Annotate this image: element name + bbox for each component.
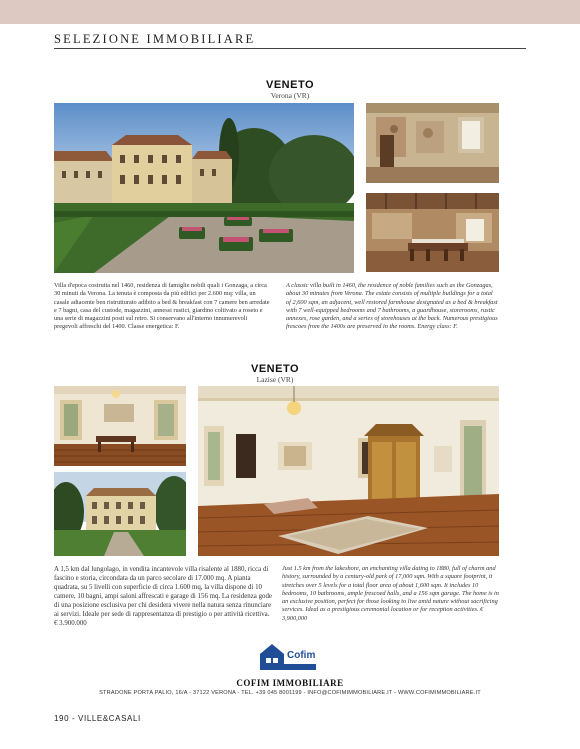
page-footer: 190 - VILLE&CASALI bbox=[54, 714, 141, 723]
listing1-region: VENETO bbox=[265, 79, 315, 91]
logo-text: Cofim bbox=[287, 650, 316, 661]
listing2-location: Lazise (VR) bbox=[256, 375, 294, 384]
agency-name: COFIM IMMOBILIARE bbox=[236, 678, 344, 688]
top-color-band bbox=[0, 0, 580, 24]
listing2-region: VENETO bbox=[250, 363, 300, 375]
cofim-logo bbox=[258, 640, 316, 672]
section-title: SELEZIONE IMMOBILIARE bbox=[54, 32, 256, 46]
listing1-location: Verona (VR) bbox=[270, 91, 310, 100]
listing1-text-italian: Villa d'epoca costruita nel 1460, residenza di famiglie nobili quali i Gonzaga, a circa 30 minuti da Verona. La tenuta è composta da più edifici per 2.600 mq: villa, un casale adiacente ben ristrutturato adibito a bed & breakfast con 7 camere ben arredate e 7 bagni, casa del custode, magazzini, annessi rustici, giardino coltivato a roseto e una serie di magazzini posti sul retro. Si conservano all'interno innumerevoli pregevoli affreschi del 1400. Classe energetica: F. bbox=[54, 282, 270, 331]
listing2-text-italian: A 1,5 km dal lungolago, in vendita incantevole villa risalente al 1880, ricca di fascino e storia, circondata da un parco secolare di 17.000 mq. A pianta quadrata, su 5 livelli con superficie di circa 1.600 mq, la villa dispone di 10 camere, 10 bagni, ampi saloni affrescati e garage di 156 mq. La residenza gode di una posizione esclusiva per chi desidera vivere nella natura senza rinunciare ai servizi. Ideale per sede di rappresentanza di prestigio o per attività ricettiva. € 3.900.000 bbox=[54, 566, 272, 627]
listing1-text-english: A classic villa built in 1460, the residence of noble families such as the Gonzagas, about 30 minutes from Verona. The estate consists of multiple buildings for a total of 2,600 sqm, an adjacent, well restored farmhouse designated as a bed & breakfast with 7 well-equipped bedrooms and 7 bathrooms, a guardhouse, storerooms, rustic annexes, rose garden, and a series of storehouses at the back. Numerous prestigious frescoes from the 1400s are preserved in the rooms. Energy class: F. bbox=[286, 282, 498, 331]
villa-exterior-photo bbox=[54, 103, 354, 273]
listing2-text-english: Just 1.5 km from the lakeshore, an enchanting villa dating to 1880, full of charm and history, surrounded by a century-old park of 17,000 sqm. With a square footprint, it stretches over 5 levels for a total floor area of about 1,600 sqm. It includes 10 bedrooms, 10 bathrooms, ample frescoed halls, and a 156 sqm garage. The home is in an exclusive position, perfect for those looking to live amid nature without sacrificing services. Ideal as a prestigious ceremonial location or for reception activities. € 3,900,000 bbox=[282, 565, 499, 622]
salon-interior-photo bbox=[54, 386, 186, 466]
agency-address: STRADONE PORTA PALIO, 16/A - 37122 VERONA - TEL. +39 045 8001199 - INFO@COFIMIMMOBILIARE.IT - WWW.COFIMIMMOBILIARE.IT bbox=[99, 690, 481, 696]
title-rule bbox=[54, 48, 526, 49]
large-salon-photo bbox=[198, 386, 499, 556]
fresco-room-photo bbox=[366, 103, 499, 183]
dining-hall-photo bbox=[366, 193, 499, 272]
villa-exterior-2-photo bbox=[54, 472, 186, 556]
